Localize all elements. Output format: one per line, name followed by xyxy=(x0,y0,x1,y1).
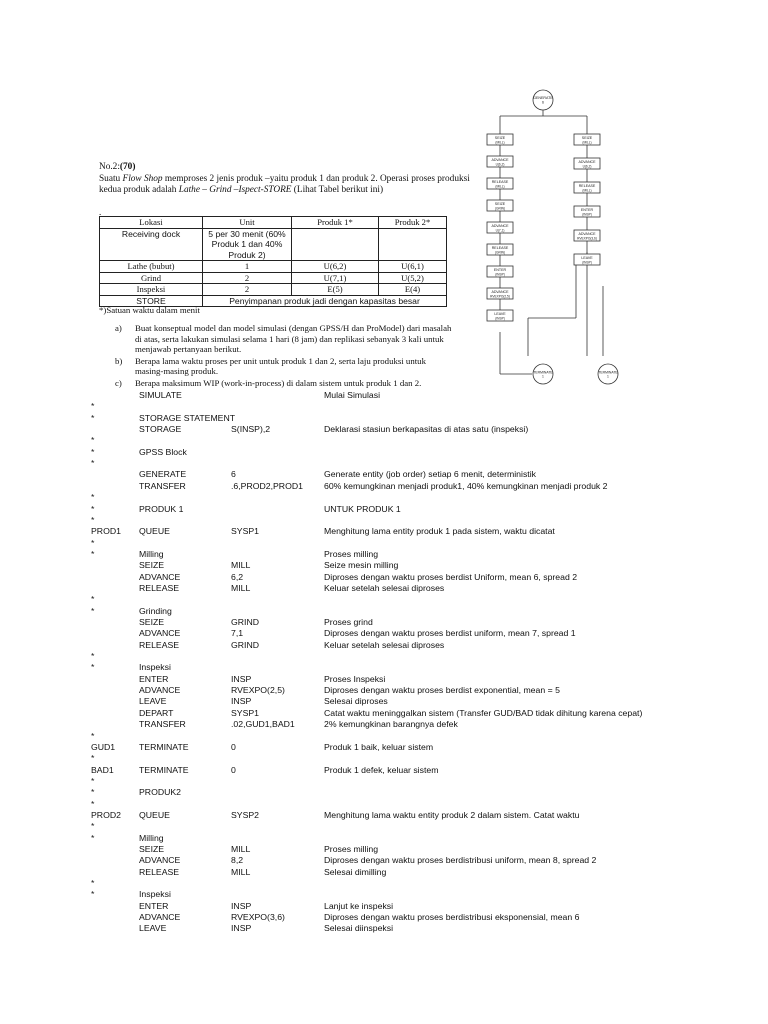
code-operand: 6 xyxy=(231,469,236,480)
generate-label: GENERATE xyxy=(533,96,553,100)
flowchart-block xyxy=(574,134,600,145)
problem-number: No.2: xyxy=(99,162,120,172)
block-operand: U(6,2) xyxy=(495,162,505,167)
code-label: PROD2 xyxy=(91,809,121,820)
table-cell: 2 xyxy=(203,284,292,296)
question-text: Berapa lama waktu proses per unit untuk produk 1 dan 2, serta laju produksi untuk masing-masing produk. xyxy=(135,355,426,377)
code-operand: 6,2 xyxy=(231,571,244,582)
code-comment: Selesai dimilling xyxy=(324,866,387,877)
question-text: Buat konseptual model dan model simulasi (dengan GPSS/H dan ProModel) dari masalah di atas, serta lakukan simulasi selama 1 hari (8 jam) dan replikasi sebanyak 3 kali untuk menjawab pertanyaan berikut. xyxy=(135,323,452,355)
code-label: * xyxy=(91,787,95,798)
code-block: SEIZE xyxy=(139,844,165,854)
code-comment: Lanjut ke inspeksi xyxy=(324,900,394,911)
code-comment: Diproses dengan waktu proses berdist exponential, mean = 5 xyxy=(324,685,560,696)
block-name: LEAVE xyxy=(494,312,506,316)
code-label: * xyxy=(91,730,95,741)
flowchart-block xyxy=(574,254,600,265)
question-marker: a) xyxy=(115,323,122,333)
question-item xyxy=(115,378,455,389)
code-label: * xyxy=(91,458,95,469)
question-item xyxy=(115,356,455,377)
block-operand: (INSP) xyxy=(582,212,592,217)
question-item xyxy=(115,323,455,355)
table-row xyxy=(100,272,447,284)
code-operand: GRIND xyxy=(231,617,259,627)
gpss-flowchart xyxy=(480,86,640,386)
store-description: Penyimpanan produk jadi dengan kapasitas besar xyxy=(203,295,447,307)
flowchart-block xyxy=(487,310,513,321)
flow-shop-term: Flow Shop xyxy=(122,173,163,184)
problem-paragraph xyxy=(99,162,479,197)
code-block: SEIZE xyxy=(139,617,165,627)
block-operand: RVEXPO(2,5) xyxy=(490,294,510,299)
block-name: SEIZE xyxy=(581,136,593,140)
code-label: * xyxy=(91,503,95,514)
terminate-operand: 1 xyxy=(607,374,609,379)
code-operand: .6,PROD2,PROD1 xyxy=(231,480,303,491)
code-label: * xyxy=(91,651,95,662)
header-produk1: Produk 1* xyxy=(292,217,379,229)
block-operand: (MILL) xyxy=(495,140,505,145)
flowchart-block xyxy=(487,222,513,233)
terminate-block xyxy=(598,364,618,384)
code-block: ENTER xyxy=(139,673,169,684)
code-block: RELEASE xyxy=(139,582,180,593)
code-operand: INSP xyxy=(231,900,252,911)
block-name: ADVANCE xyxy=(491,224,509,228)
code-comment: 2% kemungkinan barangnya defek xyxy=(324,719,458,730)
block-operand: RVEXPO(3,6) xyxy=(577,236,597,241)
code-label: PROD1 xyxy=(91,526,121,537)
table-cell: 1 xyxy=(203,261,292,273)
code-label: * xyxy=(91,537,95,548)
terminate-label: TERMINATE xyxy=(533,370,553,375)
table-cell: U(7,1) xyxy=(292,272,379,284)
code-comment: UNTUK PRODUK 1 xyxy=(324,503,401,514)
table-row xyxy=(100,284,447,296)
code-label: * xyxy=(91,435,95,446)
code-comment: Keluar setelah selesai diproses xyxy=(324,639,445,650)
code-operand: GRIND xyxy=(231,639,259,650)
code-block: ENTER xyxy=(139,900,169,911)
code-comment: Produk 1 baik, keluar sistem xyxy=(324,741,434,752)
table-cell: Grind xyxy=(100,272,203,284)
problem-statement xyxy=(99,162,479,197)
code-comment: Proses grind xyxy=(324,617,373,627)
question-marker: b) xyxy=(115,355,123,366)
terminate-operand: 1 xyxy=(542,374,544,379)
flowchart-block xyxy=(487,266,513,277)
table-cell: Lathe (bubut) xyxy=(100,261,203,273)
block-name: RELEASE xyxy=(491,246,509,250)
code-label: * xyxy=(91,401,95,412)
code-operand: 8,2 xyxy=(231,855,244,866)
code-comment: Catat waktu meninggalkan sistem (Transfer GUD/BAD tidak dihitung karena cepat) xyxy=(324,707,643,718)
flowchart-block xyxy=(574,158,600,169)
store-label: STORE xyxy=(100,295,203,307)
code-block: TERMINATE xyxy=(139,764,189,775)
terminate-block xyxy=(533,364,553,384)
code-operand: MILL xyxy=(231,560,251,571)
code-block: PRODUK2 xyxy=(139,787,181,798)
code-label: * xyxy=(91,594,95,605)
generate-block xyxy=(533,90,553,110)
code-label: * xyxy=(91,775,95,786)
header-unit: Unit xyxy=(203,217,292,229)
code-block: RELEASE xyxy=(139,866,180,877)
block-name: SEIZE xyxy=(494,202,506,206)
header-produk2: Produk 2* xyxy=(379,217,447,229)
code-comment: Seize mesin milling xyxy=(324,560,399,571)
code-block: ADVANCE xyxy=(139,628,181,639)
table-cell: E(5) xyxy=(292,284,379,296)
flowchart-block xyxy=(487,156,513,167)
flowchart-block xyxy=(487,134,513,145)
block-name: ADVANCE xyxy=(491,290,509,294)
code-label: * xyxy=(91,412,95,423)
code-operand: S(INSP),2 xyxy=(231,424,271,435)
code-block: QUEUE xyxy=(139,809,170,820)
code-block: RELEASE xyxy=(139,639,180,650)
code-label: * xyxy=(91,605,95,616)
code-operand: SYSP1 xyxy=(231,707,260,718)
code-label: * xyxy=(91,753,95,764)
code-label: * xyxy=(91,832,95,843)
code-operand: SYSP1 xyxy=(231,526,260,537)
footnote: *)Satuan waktu dalam menit xyxy=(99,305,200,315)
table-cell xyxy=(292,228,379,261)
code-operand: MILL xyxy=(231,582,251,593)
block-name: ADVANCE xyxy=(491,158,509,162)
code-comment: Proses milling xyxy=(324,844,379,854)
code-block: Grinding xyxy=(139,605,172,616)
code-block: LEAVE xyxy=(139,696,167,707)
code-operand: SYSP2 xyxy=(231,809,260,820)
terminate-label: TERMINATE xyxy=(598,370,618,375)
table-cell: U(6,1) xyxy=(379,261,447,273)
code-block: STORAGE xyxy=(139,424,182,435)
code-comment: Proses milling xyxy=(324,548,379,559)
table-cell: E(4) xyxy=(379,284,447,296)
flowchart-block xyxy=(574,230,600,241)
code-comment: Keluar setelah selesai diproses xyxy=(324,582,445,593)
code-block: GPSS Block xyxy=(139,446,187,457)
block-operand: U(7,1) xyxy=(495,228,505,233)
code-label: * xyxy=(91,878,95,889)
code-block: TRANSFER xyxy=(139,719,186,730)
code-comment: Diproses dengan waktu proses berdist Uniform, mean 6, spread 2 xyxy=(324,571,578,582)
code-block: ADVANCE xyxy=(139,855,181,866)
code-comment: Diproses dengan waktu proses berdistribusi uniform, mean 8, spread 2 xyxy=(324,855,597,866)
code-block: ADVANCE xyxy=(139,685,181,696)
stray-dot: . xyxy=(99,207,102,217)
code-comment: Proses Inspeksi xyxy=(324,673,386,684)
block-name: ADVANCE xyxy=(578,160,596,164)
code-label: * xyxy=(91,821,95,832)
code-block: Inspeksi xyxy=(139,889,171,900)
code-operand: 0 xyxy=(231,741,236,752)
code-block: DEPART xyxy=(139,707,174,718)
question-marker: c) xyxy=(115,377,122,388)
code-operand: RVEXPO(3,6) xyxy=(231,912,285,923)
block-operand: (INSP) xyxy=(495,272,505,277)
block-operand: (MILL) xyxy=(582,188,592,193)
table-cell xyxy=(379,228,447,261)
block-operand: (MILL) xyxy=(495,184,505,189)
block-name: RELEASE xyxy=(578,184,596,188)
code-comment: Generate entity (job order) setiap 6 menit, deterministik xyxy=(324,469,536,480)
code-block: ADVANCE xyxy=(139,912,181,923)
code-block: SEIZE xyxy=(139,560,165,571)
flowchart-block xyxy=(487,244,513,255)
block-name: SEIZE xyxy=(494,136,506,140)
code-block: SIMULATE xyxy=(139,390,182,400)
block-operand: (INSP) xyxy=(495,316,505,321)
code-operand: INSP xyxy=(231,696,252,707)
table-row xyxy=(100,261,447,273)
block-name: ADVANCE xyxy=(578,232,596,236)
table-row xyxy=(100,228,447,261)
flowchart-block xyxy=(487,288,513,299)
code-block: TRANSFER xyxy=(139,480,186,491)
code-operand: MILL xyxy=(231,844,251,854)
code-label: BAD1 xyxy=(91,764,114,775)
code-comment: 60% kemungkinan menjadi produk1, 40% kemungkinan menjadi produk 2 xyxy=(324,480,608,491)
block-operand: (MILL) xyxy=(582,140,592,145)
code-comment: Selesai diinspeksi xyxy=(324,923,394,934)
question-list xyxy=(115,323,455,390)
block-operand: (GRIN) xyxy=(494,206,506,211)
code-label: GUD1 xyxy=(91,741,116,752)
question-text: Berapa maksimum WIP (work-in-process) di dalam sistem untuk produk 1 dan 2. xyxy=(135,377,422,388)
problem-text-1: Suatu xyxy=(99,173,123,184)
block-operand: (INSP) xyxy=(582,260,592,265)
code-block: PRODUK 1 xyxy=(139,503,184,514)
code-comment: Mulai Simulasi xyxy=(324,390,381,400)
table-cell: U(5,2) xyxy=(379,272,447,284)
code-block: Milling xyxy=(139,832,164,843)
code-label: * xyxy=(91,492,95,503)
code-operand: INSP xyxy=(231,923,252,934)
table-cell: 5 per 30 menit (60% Produk 1 dan 40% Produk 2) xyxy=(203,228,292,261)
code-operand: .02,GUD1,BAD1 xyxy=(231,719,295,730)
code-operand: 0 xyxy=(231,764,236,775)
code-label: * xyxy=(91,662,95,673)
code-block: LEAVE xyxy=(139,923,167,934)
code-operand: 7,1 xyxy=(231,628,244,639)
code-comment: Menghitung lama waktu entity produk 2 dalam sistem. Catat waktu xyxy=(324,809,580,820)
code-comment: Produk 1 defek, keluar sistem xyxy=(324,764,439,775)
flowchart-block xyxy=(487,178,513,189)
code-block: ADVANCE xyxy=(139,571,181,582)
code-block: QUEUE xyxy=(139,526,170,537)
code-block: GENERATE xyxy=(139,469,187,480)
code-block: STORAGE STATEMENT xyxy=(139,412,236,423)
problem-text-2: memproses 2 jenis produk –yaitu produk 1 dan produk 2. Operasi proses produksi kedua produk adalah xyxy=(99,173,470,195)
code-comment: Menghitung lama entity produk 1 pada sistem, waktu dicatat xyxy=(324,526,555,537)
code-block: Milling xyxy=(139,548,164,559)
route-term: Lathe – Grind –Ispect-STORE xyxy=(178,185,292,195)
code-operand: MILL xyxy=(231,866,251,877)
problem-points: (70) xyxy=(119,162,136,172)
code-block: TERMINATE xyxy=(139,741,189,752)
code-comment: Deklarasi stasiun berkapasitas di atas satu (inspeksi) xyxy=(324,424,529,435)
code-label: * xyxy=(91,514,95,525)
block-operand: (GRIN) xyxy=(494,250,506,255)
flowchart-block xyxy=(574,206,600,217)
code-comment: Selesai diproses xyxy=(324,696,388,707)
code-label: * xyxy=(91,798,95,809)
block-name: ENTER xyxy=(493,268,507,272)
flowchart-block xyxy=(487,200,513,211)
table-cell: 2 xyxy=(203,272,292,284)
header-lokasi: Lokasi xyxy=(100,217,203,229)
code-comment: Diproses dengan waktu proses berdist uniform, mean 7, spread 1 xyxy=(324,628,576,639)
table-header-row xyxy=(100,217,447,229)
code-comment: Diproses dengan waktu proses berdistribusi eksponensial, mean 6 xyxy=(324,912,580,923)
problem-text-3: (Lihat Tabel berikut ini) xyxy=(291,185,384,195)
table-cell: Inspeksi xyxy=(100,284,203,296)
code-label: * xyxy=(91,548,95,559)
block-name: RELEASE xyxy=(491,180,509,184)
block-name: ENTER xyxy=(580,208,594,212)
generate-operand: 6 xyxy=(542,100,544,105)
block-operand: U(6,2) xyxy=(582,164,592,169)
block-name: LEAVE xyxy=(581,256,593,260)
code-label: * xyxy=(91,446,95,457)
location-table xyxy=(99,216,447,307)
table-cell: Receiving dock xyxy=(100,228,203,261)
code-operand: RVEXPO(2,5) xyxy=(231,685,285,696)
flowchart-block xyxy=(574,182,600,193)
code-operand: INSP xyxy=(231,673,252,684)
table-cell: U(6,2) xyxy=(292,261,379,273)
code-block: Inspeksi xyxy=(139,662,171,673)
code-label: * xyxy=(91,889,95,900)
